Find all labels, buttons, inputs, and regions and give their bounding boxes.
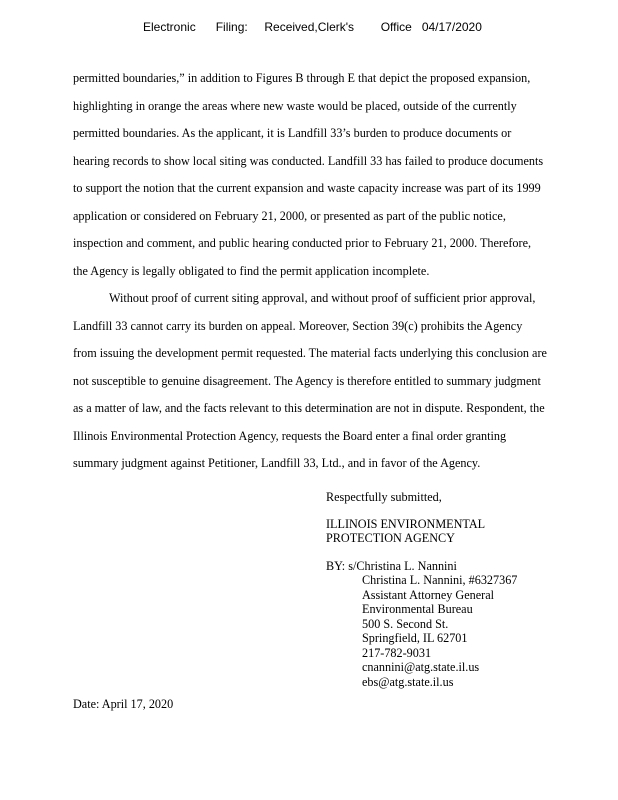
paragraph-line: to support the notion that the current expansion and waste capacity increase was part of its 1999 <box>73 181 541 195</box>
paragraph-line: permitted boundaries. As the applicant, it is Landfill 33’s burden to produce documents or <box>73 126 512 140</box>
paragraph-line: Illinois Environmental Protection Agency, requests the Board enter a final order granting <box>73 428 507 443</box>
paragraph-line: the Agency is legally obligated to find the permit application incomplete. <box>73 263 430 278</box>
closing-line: Respectfully submitted, <box>326 490 442 504</box>
paragraph-2 <box>73 290 598 483</box>
signer-bureau: Environmental Bureau <box>362 602 473 616</box>
paragraph-line: highlighting in orange the areas where new waste would be placed, outside of the currently <box>73 98 517 113</box>
phone-number: 217-782-9031 <box>362 645 432 660</box>
paragraph-line: application or considered on February 21, 2000, or presented as part of the public notice, <box>73 208 506 223</box>
city-state-zip: Springfield, IL 62701 <box>362 631 468 645</box>
agency-name-line-2: PROTECTION AGENCY <box>326 531 455 545</box>
paragraph-line: permitted boundaries,” in addition to Figures B through E that depict the proposed expansion, <box>73 71 531 85</box>
electronic-filing-header: Electronic Filing: Received,Clerk's Office 04/17/2020 <box>143 20 482 34</box>
paragraph-line: from issuing the development permit requested. The material facts underlying this conclusion are <box>73 346 547 360</box>
document-date: Date: April 17, 2020 <box>73 697 174 711</box>
signature-by-line: BY: s/Christina L. Nannini <box>326 559 457 573</box>
paragraph-line: as a matter of law, and the facts relevant to this determination are not in dispute. Respondent, the <box>73 401 545 415</box>
signature-block <box>362 562 517 689</box>
paragraph-line: not susceptible to genuine disagreement. The Agency is therefore entitled to summary judgment <box>73 373 541 388</box>
agency-name-line-1: ILLINOIS ENVIRONMENTAL <box>326 517 486 531</box>
paragraph-line: Without proof of current siting approval, and without proof of sufficient prior approval, <box>109 291 536 305</box>
paragraph-line: inspection and comment, and public hearing conducted prior to February 21, 2000. Therefore, <box>73 236 532 250</box>
signer-title: Assistant Attorney General <box>362 587 495 602</box>
document-body <box>73 70 598 483</box>
signer-name-bar-number: Christina L. Nannini, #6327367 <box>362 573 518 587</box>
paragraph-line: hearing records to show local siting was conducted. Landfill 33 has failed to produce documents <box>73 153 544 168</box>
paragraph-1 <box>73 70 598 290</box>
email-address-1: cnannini@atg.state.il.us <box>362 660 480 674</box>
paragraph-line: Landfill 33 cannot carry its burden on appeal. Moreover, Section 39(c) prohibits the Agency <box>73 318 523 333</box>
street-address: 500 S. Second St. <box>362 616 449 631</box>
email-address-2: ebs@atg.state.il.us <box>362 674 454 689</box>
paragraph-line: summary judgment against Petitioner, Landfill 33, Ltd., and in favor of the Agency. <box>73 456 481 470</box>
